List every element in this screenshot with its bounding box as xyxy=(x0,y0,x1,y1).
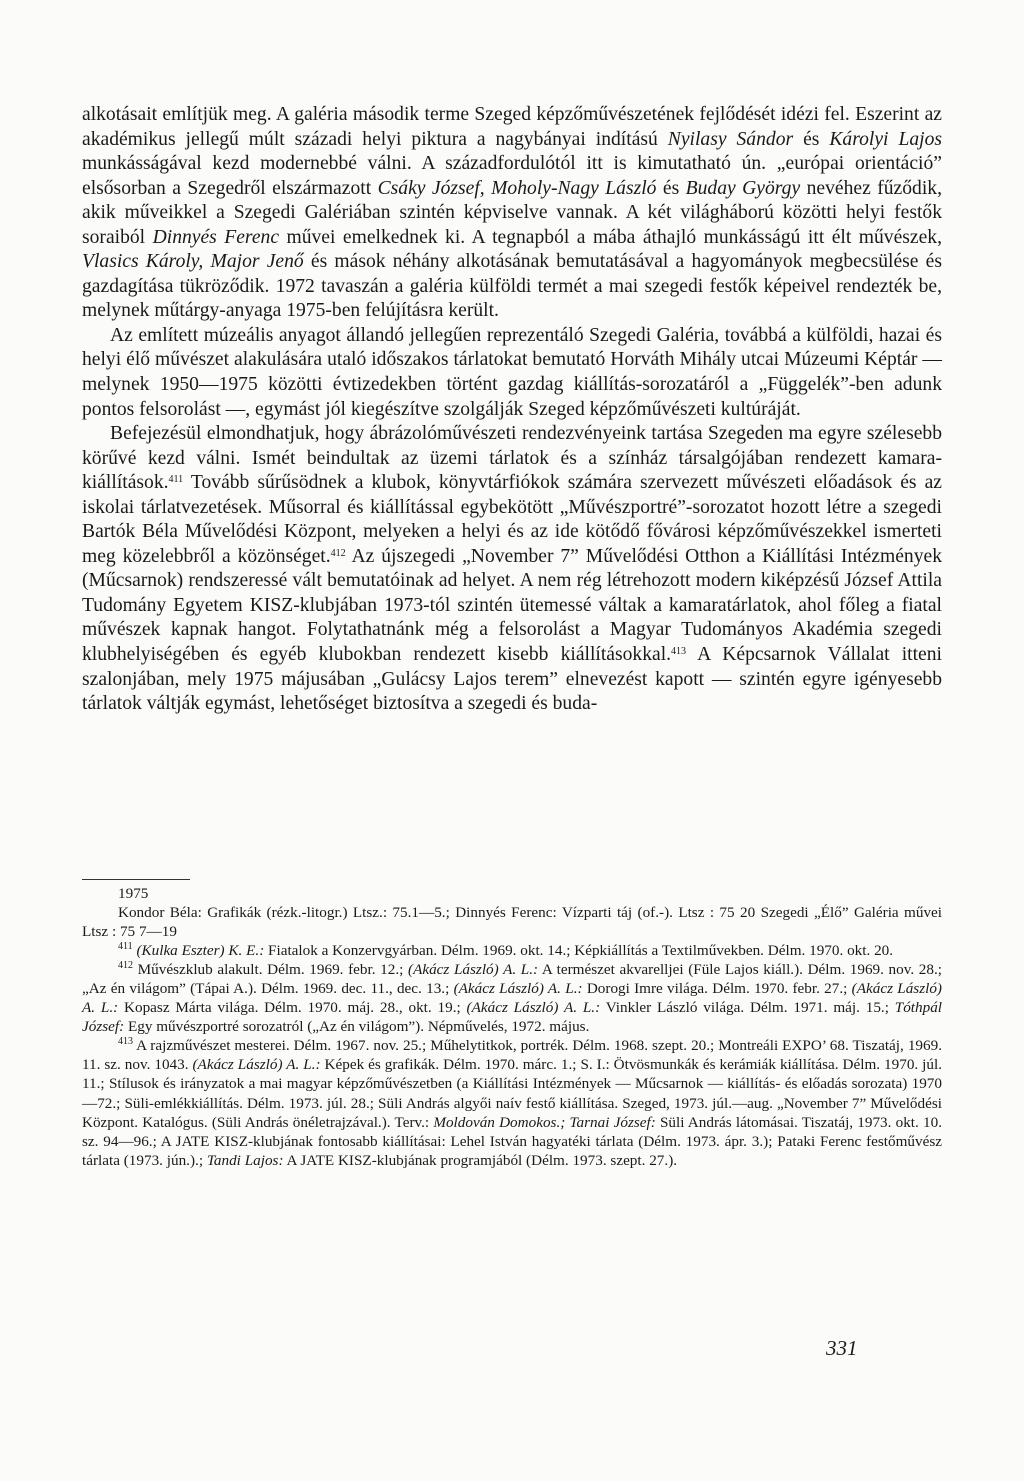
footnotes xyxy=(82,884,942,1170)
author-italic: (Akácz László) A. L.: xyxy=(408,961,539,979)
paragraph-2: Az említett múzeális anyagot állandó jellegűen reprezentáló Szegedi Galéria, továbbá a külföldi, hazai és helyi élő művészet alakulására utaló időszakos tárlatokat bemutató Horváth Mihály utcai Múzeumi Képtár — melynek 1950—1975 közötti évtizedekben történt gazdag kiállítás-sorozatáról a „Függelék”-ben adunk pontos felsorolást —, egymást jól kiegészítve szolgálják Szeged képzőművészeti kultúráját. xyxy=(82,324,942,420)
text: Vinkler László világa. Délm. 1971. máj. 15.; xyxy=(600,999,895,1017)
name-italic: Buday György xyxy=(685,177,801,199)
footnote-413 xyxy=(82,1036,942,1169)
name-italic: Károlyi Lajos xyxy=(829,128,943,150)
footnote-411 xyxy=(82,941,942,960)
text: Képek és grafikák. Délm. 1970. márc. 1.; S. I.: Ötvösmunkák és kerámiák kiállítása. Délm. 1970. júl. 11.; Stílusok és irányzatok a mai magyar képzőművészetben (a Kiállítási Intézmények — Műcsarnok — kiállítás- és előadás sorozata) 1970—72.; Süli-emlékkiállítás. Délm. 1973. júl. 28.; Süli András algyői naív festő kiállítása. Szeged, 1973. júl.—aug. „November 7” Művelődési Központ. Katalógus. (Süli András önéletrajzával.). Terv.: xyxy=(82,1056,943,1131)
text: Fiatalok a Konzervgyárban. Délm. 1969. okt. 14.; Képkiállítás a Textilművekben. Délm. 1970. okt. 20. xyxy=(264,942,894,960)
author-italic: (Akácz László) A. L.: xyxy=(453,980,583,998)
author-italic: (Kulka Eszter) K. E.: xyxy=(136,942,265,960)
paragraph-3 xyxy=(82,422,942,717)
text: A rajzművészet mesterei. Délm. 1967. nov. 25.; Műhelytitkok, portrék. Délm. 1968. szept. 20.; Montreáli EXPO’ 68. Tiszatáj, 1969. 11. sz. nov. 1043. xyxy=(82,1037,942,1074)
text: Az újszegedi „November 7” Művelődési Otthon a Kiállítási Intézmények (Műcsarnok) rendszeressé vált bemutatóinak ad helyet. A nem rég létrehozott modern kiképzésű József Attila Tudomány Egyetem KISZ-klubjában 1973-tól szintén ütemessé váltak a kamaratárlatok, ahol főleg a fiatal művészek kapnak hangot. Folytathatnánk még a felsorolást a Magyar Tudományos Akadémia szegedi klubhelyiségében és egyéb klubokban rendezett kisebb kiállításokkal. xyxy=(82,545,943,666)
name-italic: Nyilasy Sándor xyxy=(667,128,794,150)
footnote-divider xyxy=(82,879,190,880)
footnote-ref: 412 xyxy=(330,547,346,559)
text: művei emelkednek ki. A tegnapból a mába áthajló munkásságú itt élt művészek, xyxy=(279,226,943,248)
text: A Képcsarnok Vállalat itteni szalonjában, mely 1975 májusában „Gulácsy Lajos terem” elnevezést kapott — szintén egyre igényesebb tárlatok váltják egymást, lehetőséget biztosítva a szegedi és buda- xyxy=(82,644,942,715)
main-text xyxy=(82,103,942,717)
footnote-number: 412 xyxy=(118,960,133,972)
name-italic: Dinnyés Ferenc xyxy=(152,226,280,248)
author-italic: (Akácz László) A. L.: xyxy=(82,980,942,1017)
text: és mások néhány alkotásának bemutatásával a hagyományok megbecsülése és gazdagítása tükröződik. 1972 tavaszán a galéria külföldi termét a mai szegedi festők képeivel rendezték be, melynek műtárgy-anyaga 1975-ben felújításra került. xyxy=(82,251,942,322)
paragraph-1 xyxy=(82,103,942,324)
text: munkásságával kezd modernebbé válni. A századfordulótól itt is kimutatható ún. „európai orientáció” elsősorban a Szegedről elszármazott xyxy=(82,153,942,199)
author-italic: Moldován Domokos.; Tarnai József: xyxy=(433,1113,656,1131)
text: Dorogi Imre világa. Délm. 1970. febr. 27.; xyxy=(582,980,852,998)
footnote-continued-year: 1975 xyxy=(118,885,149,902)
footnote-number: 413 xyxy=(118,1036,133,1048)
text: Kopasz Márta világa. Délm. 1970. máj. 28., okt. 19.; xyxy=(118,999,467,1017)
name-italic: Csáky József, Moholy-Nagy László xyxy=(377,177,657,199)
name-italic: Vlasics Károly, Major Jenő xyxy=(82,251,304,273)
footnote-412 xyxy=(82,960,942,1036)
text: alkotásait említjük meg. A galéria második terme Szeged képzőművészetének fejlődését idézi fel. Eszerint az akadémikus jellegű múlt századi helyi piktura a nagybányai indítású xyxy=(82,104,942,150)
text: Tovább sűrűsödnek a klubok, könyvtárfiókok számára szervezett művészeti előadások és az iskolai tárlatvezetések. Műsorral és kiállítással egybekötött „Művészportré”-sorozatot hozott létre a szegedi Bartók Béla Művelődési Központ, melyeken a helyi és az ide kötődő fővárosi képzőművészekkel ismerteti meg közelebbről a közönséget. xyxy=(82,472,942,567)
footnote-ref: 411 xyxy=(168,474,184,486)
author-italic: Tóthpál József: xyxy=(82,999,943,1036)
text: Süli András látomásai. Tiszatáj, 1973. okt. 10. sz. 94—96.; A JATE KISZ-klubjának fontosabb kiállításai: Lehel István hagyatéki tárlata (Délm. 1973. ápr. 3.); Pataki Ferenc festőművész tárlata (1973. jún.).; xyxy=(82,1113,942,1169)
text: és xyxy=(656,177,686,199)
author-italic: (Akácz László) A. L.: xyxy=(192,1056,321,1074)
text: Művészklub alakult. Délm. 1969. febr. 12.; xyxy=(133,961,409,979)
footnote-continued: Kondor Béla: Grafikák (rézk.-litogr.) Ltsz.: 75.1—5.; Dinnyés Ferenc: Vízparti táj (of.-). Ltsz : 75 20 Szegedi „Élő” Galéria művei Ltsz : 75 7—19 xyxy=(82,904,942,941)
text: nevéhez fűződik, akik műveikkel a Szegedi Galériában szintén képviselve vannak. A két világháború közötti helyi festők soraiból xyxy=(82,177,942,248)
footnote-number: 411 xyxy=(118,941,133,953)
text: A JATE KISZ-klubjának programjából (Délm. 1973. szept. 27.). xyxy=(283,1151,678,1169)
text: és xyxy=(793,128,830,150)
page-number: 331 xyxy=(826,1336,858,1360)
footnote-ref: 413 xyxy=(671,646,687,658)
text: Befejezésül elmondhatjuk, hogy ábrázolóművészeti rendezvényeink tartása Szegeden ma egyre szélesebb körűvé kezd válni. Ismét beindultak az üzemi tárlatok és a színház társalgójában rendezett kamara-kiállítások. xyxy=(82,423,942,494)
text: Egy művészportré sorozatról („Az én világom”). Népművelés, 1972. május. xyxy=(124,1018,590,1036)
author-italic: Tandi Lajos: xyxy=(206,1151,284,1169)
author-italic: (Akácz László) A. L.: xyxy=(466,999,601,1017)
text: A természet akvarelljei (Füle Lajos kiáll.). Délm. 1969. nov. 28.; „Az én világom” (Tápai A.). Délm. 1969. dec. 11., dec. 13.; xyxy=(82,961,942,998)
